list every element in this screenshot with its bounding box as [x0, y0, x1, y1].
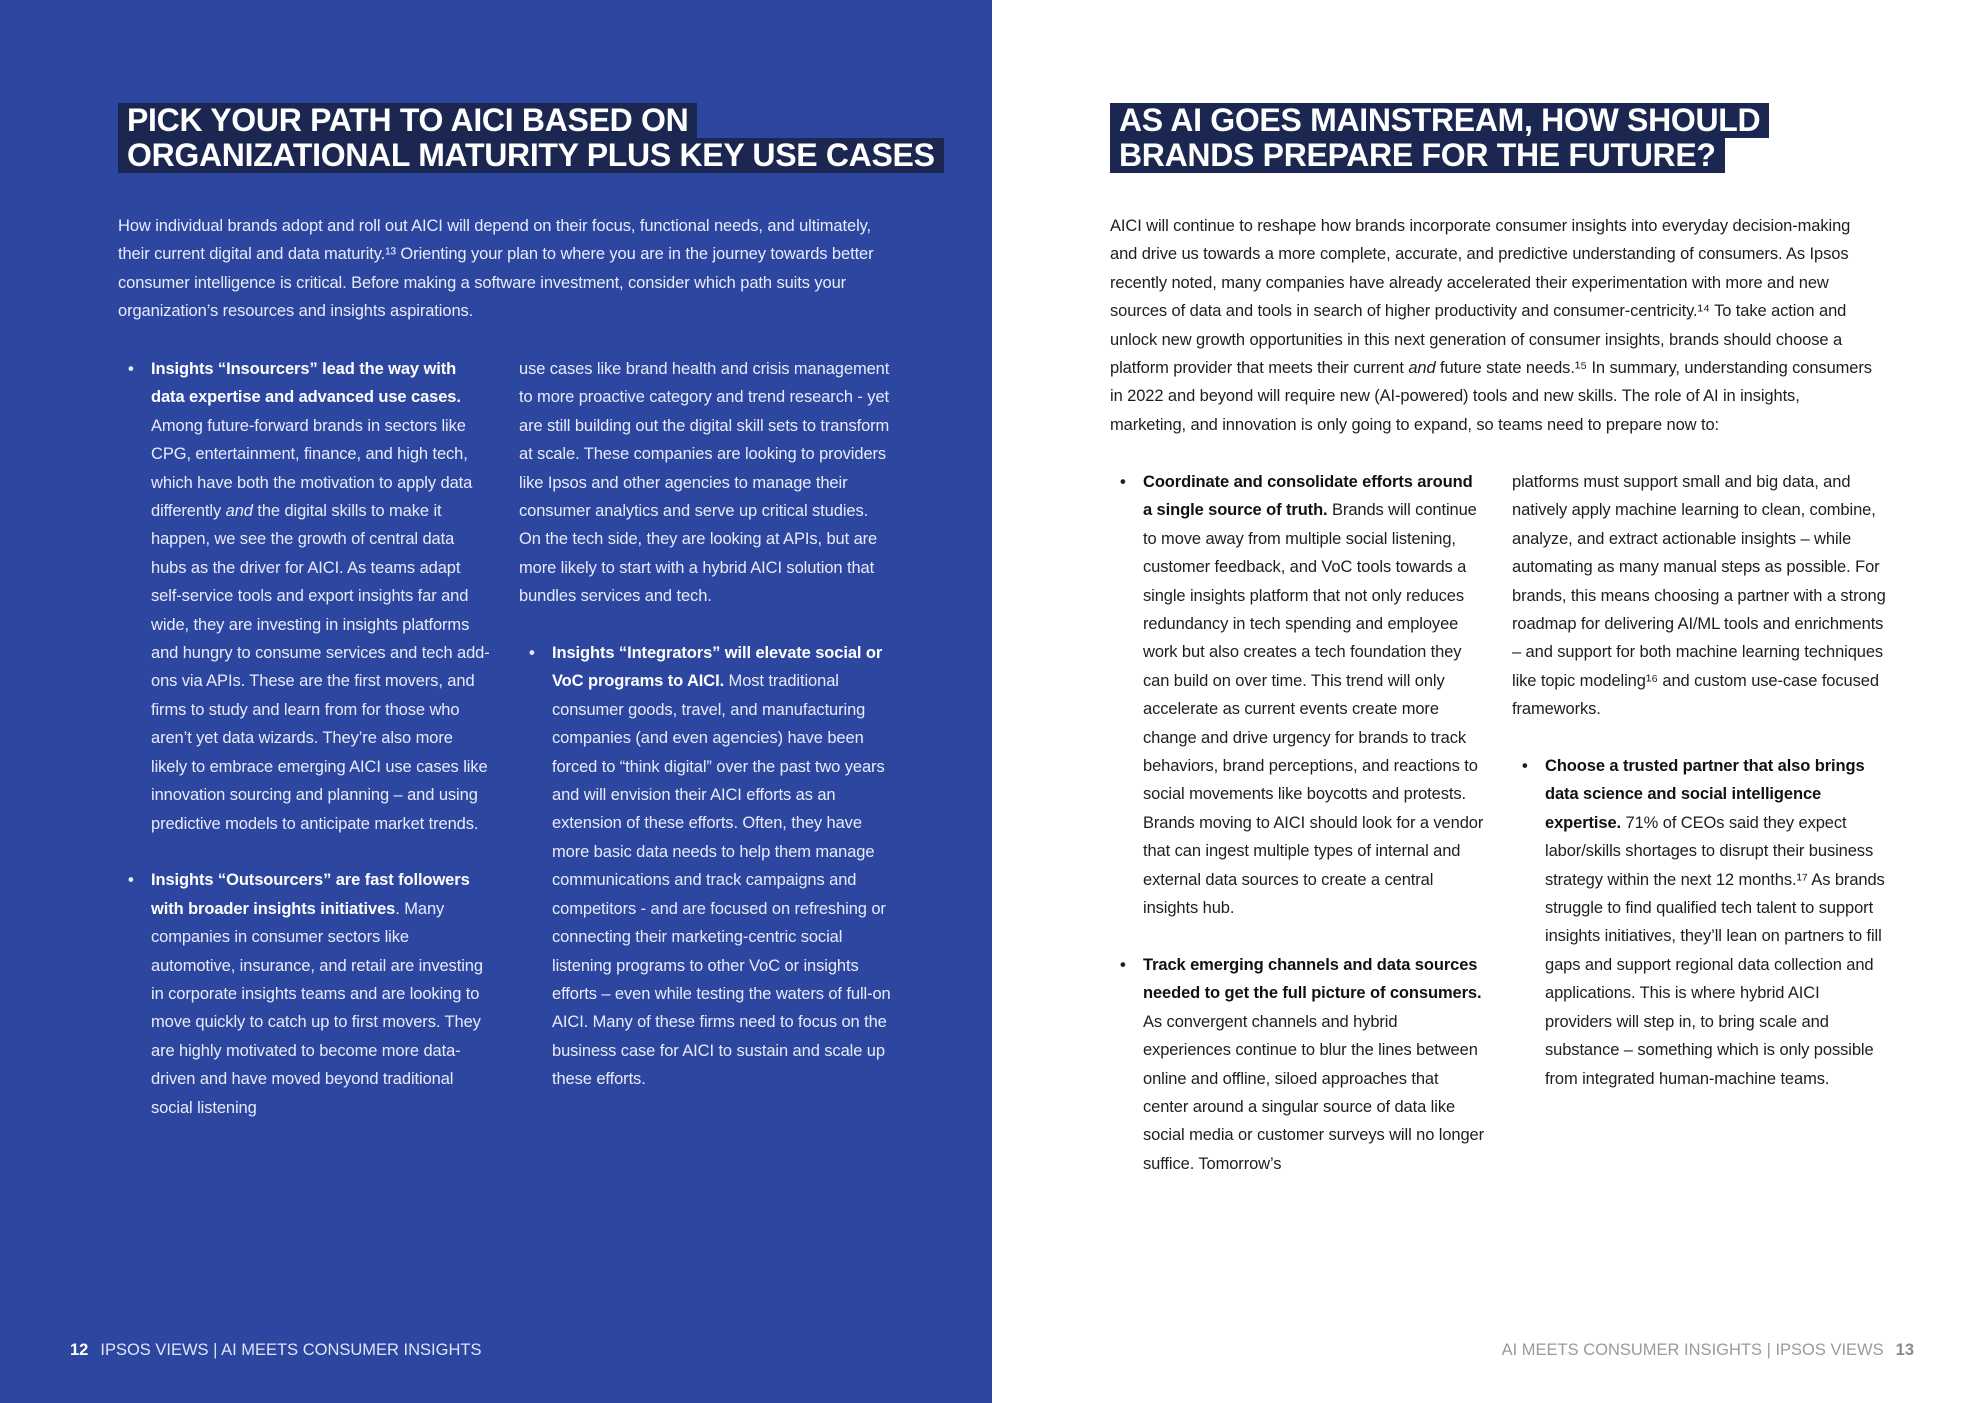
left-intro-paragraph: How individual brands adopt and roll out AICI will depend on their focus, functional needs, and ultimately, their current digital and data maturity.¹³ Orienting your plan to where you are in the journey towards better consumer intelligence is critical. Before making a software investment, consider which path suits your organization’s resources and insights aspirations.: [118, 217, 874, 321]
right-intro-emphasis: and: [1408, 359, 1436, 378]
left-title-line-2: ORGANIZATIONAL MATURITY PLUS KEY USE CASES: [118, 138, 944, 173]
right-page-title: [1110, 103, 1769, 173]
right-intro-text-a: AICI will continue to reshape how brands incorporate consumer insights into everyday decision-making and drive us towards a more complete, accurate, and predictive understanding of consumers. As Ipsos recently noted, many companies have already accelerated their experimentation with more and new sources of data and tools in search of higher productivity and consumer-centricity.¹⁴ To take action and unlock new growth opportunities in this next generation of consumer insights, brands should choose a platform provider that meets their current: [1110, 217, 1851, 378]
bullet-insourcers-emphasis: and: [225, 502, 253, 521]
bullet-outsourcers-heading: Insights “Outsourcers” are fast followers with broader insights initiatives: [151, 871, 470, 918]
bullet-emerging-channels-heading: Track emerging channels and data sources needed to get the full picture of consumers.: [1143, 955, 1482, 1003]
right-title-line-1: AS AI GOES MAINSTREAM, HOW SHOULD: [1110, 103, 1769, 138]
bullet-trusted-partner: [1512, 752, 1887, 1093]
left-footer: [70, 1340, 481, 1360]
bullet-insourcers-text-b: the digital skills to make it happen, we see the growth of central data hubs as the driver for AICI. As teams adapt self-service tools and export insights far and wide, they are investing in insights platforms and hungry to consume services and tech add-ons via APIs. These are the first movers, and firms to study and learn from for those who aren’t yet data wizards. They’re also more likely to embrace emerging AICI use cases like innovation sourcing and planning – and using predictive models to anticipate market trends.: [151, 502, 490, 833]
left-column-1: [118, 355, 493, 1150]
right-page: [992, 0, 1984, 1403]
bullet-single-source-text: Brands will continue to move away from multiple social listening, customer feedback, and VoC tools towards a single insights platform that not only reduces redundancy in tech spending and employee work but also creates a tech foundation they can build on over time. This trend will only accelerate as current events create more change and drive urgency for brands to track behaviors, brand perceptions, and reactions to social movements like boycotts and protests. Brands moving to AICI should look for a vendor that can ingest multiple types of internal and external data sources to create a central insights hub.: [1143, 501, 1484, 918]
bullet-single-source: [1110, 468, 1485, 923]
right-column-1: [1110, 468, 1485, 1207]
right-column-2: [1512, 468, 1887, 1121]
bullet-insourcers-heading: Insights “Insourcers” lead the way with data expertise and advanced use cases.: [151, 360, 461, 407]
right-footer-text: AI MEETS CONSUMER INSIGHTS | IPSOS VIEWS: [1501, 1341, 1884, 1359]
bullet-trusted-partner-heading: Choose a trusted partner that also brings data science and social intelligence expertise.: [1545, 757, 1865, 832]
bullet-integrators-heading: Insights “Integrators” will elevate social or VoC programs to AICI.: [552, 644, 883, 691]
bullet-emerging-channels-text: As convergent channels and hybrid experiences continue to blur the lines between online and offline, siloed approaches that center around a singular source of data like social media or customer surveys will no longer suffice. Tomorrow’s: [1143, 1012, 1485, 1173]
bullet-trusted-partner-text: 71% of CEOs said they expect labor/skills shortages to disrupt their business strategy within the next 12 months.¹⁷ As brands struggle to find qualified tech talent to support insights initiatives, they’ll lean on partners to fill gaps and support regional data collection and applications. This is where hybrid AICI providers will step in, to bring scale and substance – something which is only possible from integrated human-machine teams.: [1545, 813, 1885, 1088]
bullet-outsourcers-text: . Many companies in consumer sectors like automotive, insurance, and retail are investing in corporate insights teams and are looking to move quickly to catch up to first movers. They are highly motivated to become more data-driven and have moved beyond traditional social listening: [151, 899, 483, 1117]
bullet-outsourcers: [118, 866, 493, 1122]
left-page-number: 12: [70, 1341, 89, 1359]
right-page-number: 13: [1895, 1341, 1914, 1359]
right-title-line-2: BRANDS PREPARE FOR THE FUTURE?: [1110, 138, 1725, 173]
left-page-title: [118, 103, 944, 173]
bullet-emerging-channels-continued: platforms must support small and big data, and natively apply machine learning to clean, combine, analyze, and extract actionable insights – while automating as many manual steps as possible. For brands, this means choosing a partner with a strong roadmap for delivering AI/ML tools and enrichments – and support for both machine learning techniques like topic modeling¹⁶ and custom use-case focused frameworks.: [1512, 473, 1886, 719]
left-title-line-1: PICK YOUR PATH TO AICI BASED ON: [118, 103, 697, 138]
right-intro-text-b: future state needs.¹⁵ In summary, understanding consumers in 2022 and beyond will require new (AI-powered) tools and new skills. The role of AI in insights, marketing, and innovation is only going to expand, so teams need to prepare now to:: [1110, 359, 1872, 434]
bullet-outsourcers-continued: use cases like brand health and crisis management to more proactive category and trend research - yet are still building out the digital skill sets to transform at scale. These companies are looking to providers like Ipsos and other agencies to manage their consumer analytics and serve up critical studies. On the tech side, they are looking at APIs, but are more likely to start with a hybrid AICI solution that bundles services and tech.: [519, 360, 890, 606]
left-footer-text: IPSOS VIEWS | AI MEETS CONSUMER INSIGHTS: [100, 1341, 482, 1359]
right-intro-paragraph: [1110, 212, 1880, 439]
bullet-insourcers-text-a: Among future-forward brands in sectors like CPG, entertainment, finance, and high tech, which have both the motivation to apply data differently: [151, 416, 473, 521]
bullet-integrators: [519, 639, 894, 1094]
bullet-integrators-text: Most traditional consumer goods, travel, and manufacturing companies (and even agencies) have been forced to “think digital” over the past two years and will envision their AICI efforts as an extension of these efforts. Often, they have more basic data needs to help them manage communications and track campaigns and competitors - and are focused on refreshing or connecting their marketing-centric social listening programs to other VoC or insights efforts – even while testing the waters of full-on AICI. Many of these firms need to focus on the business case for AICI to sustain and scale up these efforts.: [552, 672, 891, 1089]
bullet-emerging-channels: [1110, 951, 1485, 1178]
bullet-insourcers: [118, 355, 493, 838]
left-column-2: [519, 355, 894, 1122]
bullet-single-source-heading: Coordinate and consolidate efforts around a single source of truth.: [1143, 473, 1473, 520]
right-footer: [1502, 1340, 1914, 1360]
